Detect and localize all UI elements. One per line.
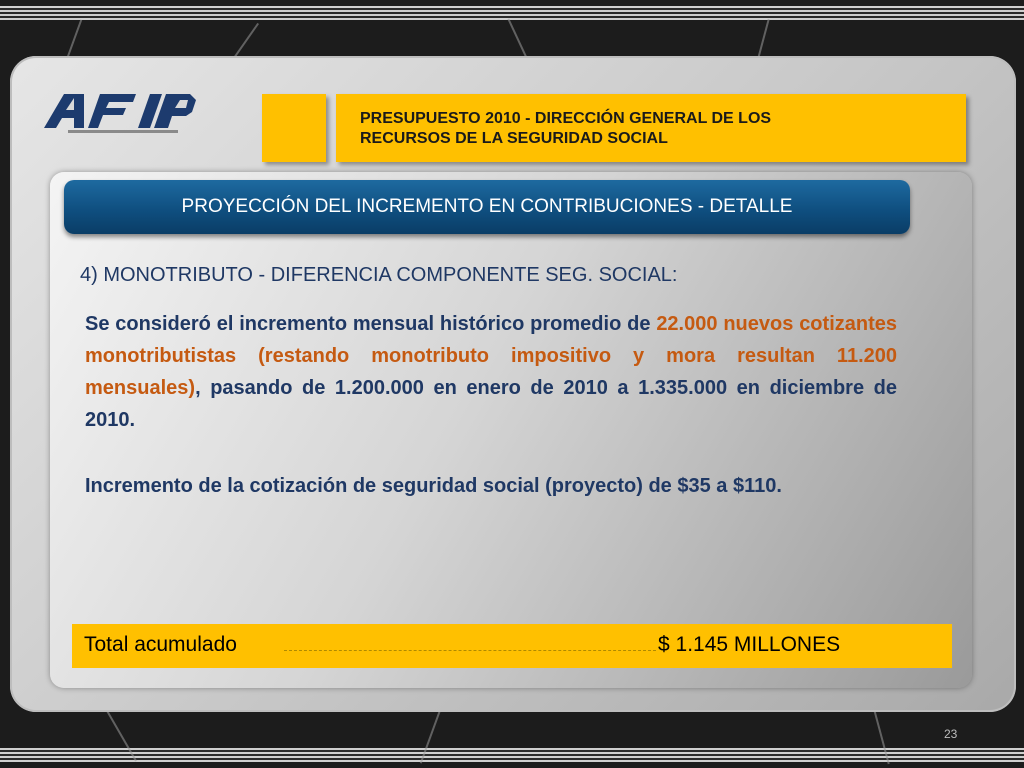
page-number: 23: [944, 727, 958, 741]
header-title-line2: RECURSOS DE LA SEGURIDAD SOCIAL: [360, 130, 668, 147]
paragraph-cotizacion: Incremento de la cotización de seguridad social (proyecto) de $35 a $110.: [85, 475, 782, 497]
logo-subtitle-line: [68, 130, 178, 133]
total-value: $ 1.145 MILLONES: [658, 633, 841, 656]
banner-title: PROYECCIÓN DEL INCREMENTO EN CONTRIBUCIONES - DETALLE: [181, 196, 793, 217]
section-heading: 4) MONOTRIBUTO - DIFERENCIA COMPONENTE SEG. SOCIAL:: [80, 264, 678, 286]
section-banner: [64, 180, 910, 234]
paragraph-intro: Se consideró el incremento mensual histórico promedio de: [85, 313, 657, 335]
header-title-box: [336, 94, 966, 162]
header-title: [360, 109, 950, 149]
afip-logo: [40, 88, 200, 144]
total-label: Total acumulado: [84, 633, 237, 656]
top-stripe: [0, 6, 1024, 20]
bottom-stripe: [0, 748, 1024, 762]
paragraph-rest: , pasando de 1.200.000 en enero de 2010 a 1.335.000 en diciembre de 2010.: [85, 377, 897, 431]
header-title-line1: PRESUPUESTO 2010 - DIRECCIÓN GENERAL DE LOS: [360, 110, 772, 127]
total-bar: [72, 624, 952, 668]
header-accent-square: [262, 94, 326, 162]
paragraph-monotributo: [85, 308, 897, 436]
total-leader-line: [284, 650, 656, 651]
paragraph-highlight: 22.000 nuevos cotizantes monotributistas (restando monotributo impositivo y mora resultan 11.200 mensuales): [85, 313, 897, 399]
